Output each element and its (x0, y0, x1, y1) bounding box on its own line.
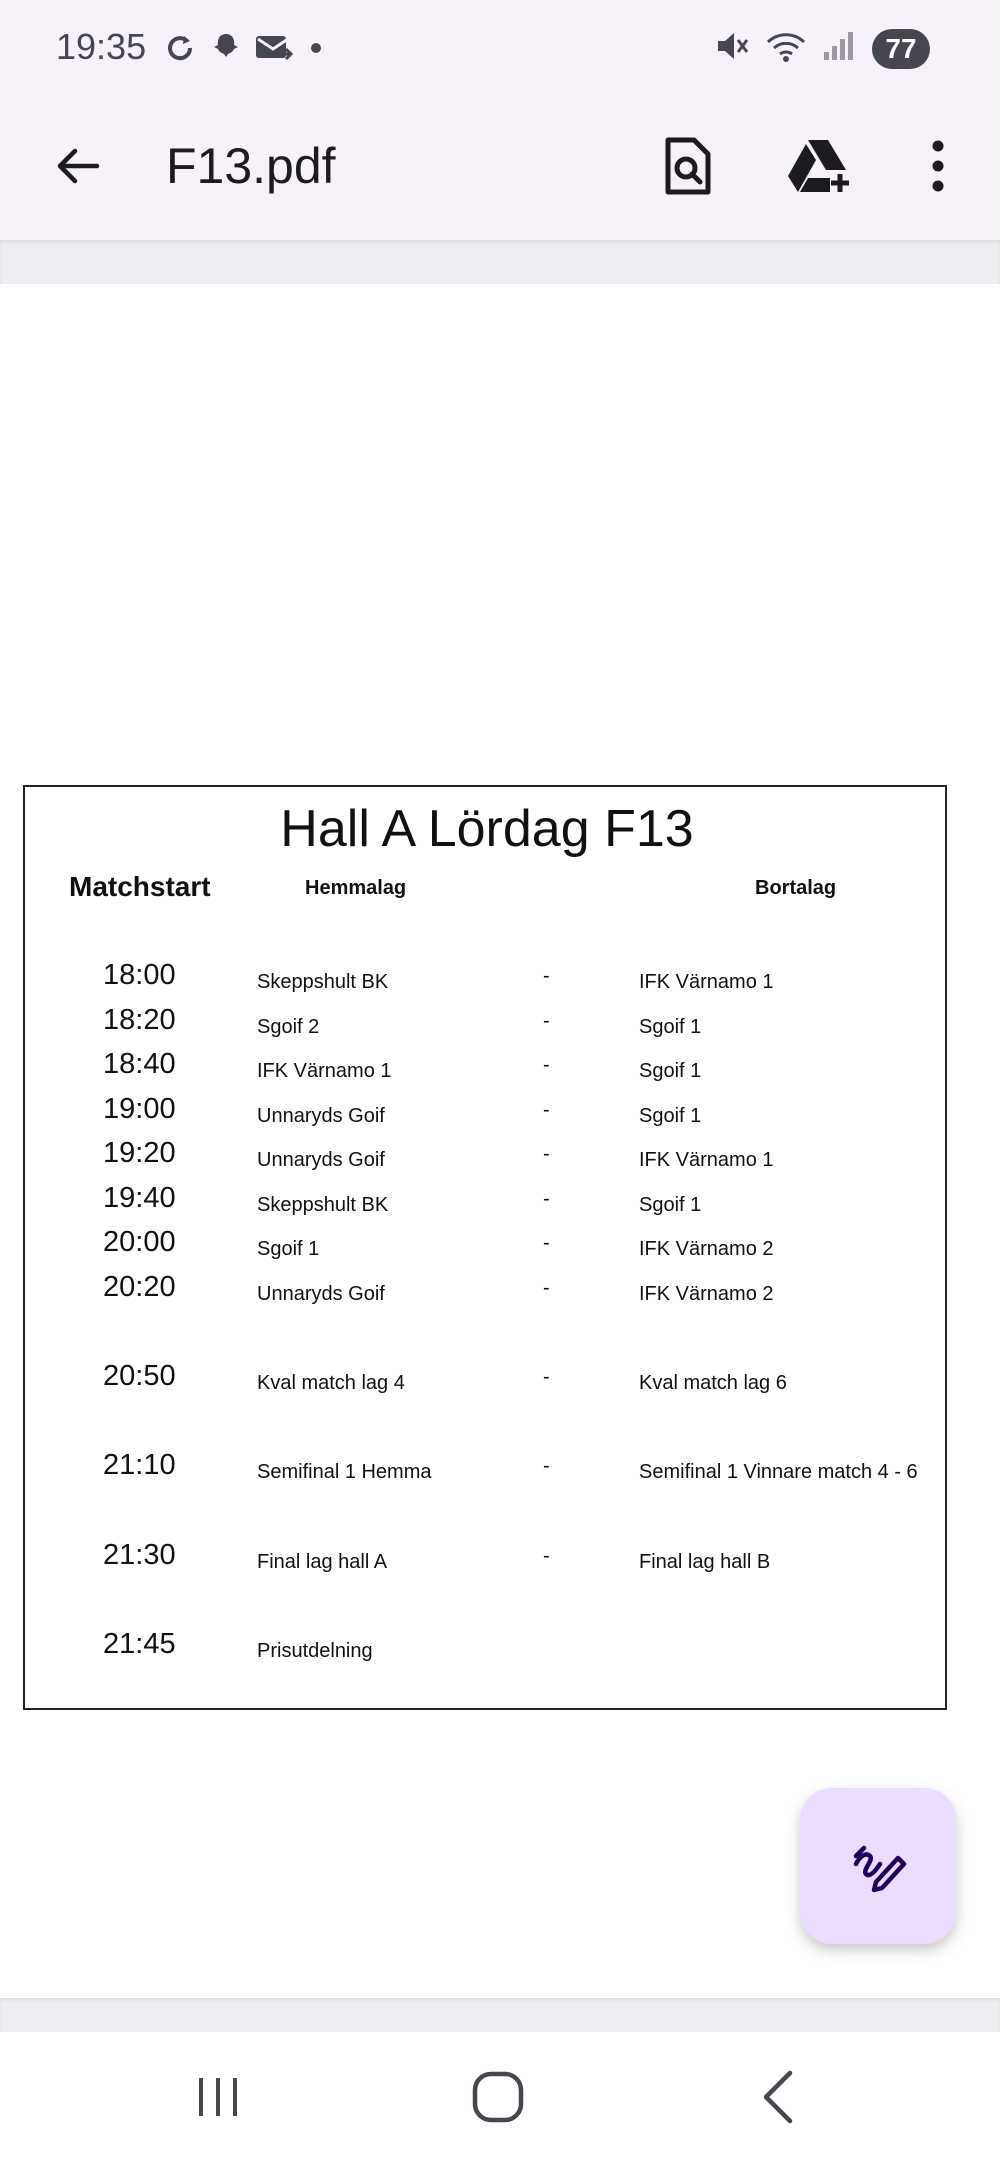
separator: - (543, 1455, 550, 1477)
match-time: 21:10 (103, 1449, 176, 1481)
separator: - (543, 1277, 550, 1299)
back-button[interactable] (46, 134, 110, 198)
viewer-top-margin (0, 240, 1000, 284)
file-title: F13.pdf (166, 138, 336, 194)
match-time: 19:20 (103, 1137, 176, 1169)
match-time: 18:00 (103, 959, 176, 991)
header-bortalag: Bortalag (755, 877, 837, 899)
home-team: Semifinal 1 Hemma (257, 1461, 432, 1483)
away-team: Final lag hall B (639, 1551, 771, 1573)
away-team: Sgoif 1 (639, 1194, 702, 1216)
separator: - (543, 1010, 550, 1032)
system-icons (714, 28, 930, 69)
dot-icon (304, 30, 328, 71)
match-time: 18:40 (103, 1048, 176, 1080)
table-row (25, 1226, 949, 1266)
away-team: Sgoif 1 (639, 1105, 702, 1127)
notification-icons (162, 30, 328, 71)
away-team: IFK Värnamo 2 (639, 1283, 774, 1305)
table-row (25, 1004, 949, 1044)
match-time: 19:00 (103, 1093, 176, 1125)
find-in-document-button[interactable] (650, 128, 726, 204)
viewer-bottom-margin (0, 1998, 1000, 2032)
table-row (25, 959, 949, 999)
home-team: Final lag hall A (257, 1551, 388, 1573)
battery-indicator: 77 (872, 29, 930, 69)
home-team: Sgoif 2 (257, 1016, 320, 1038)
edit-annotate-icon (846, 1834, 910, 1898)
status-bar (0, 0, 1000, 100)
away-team: Kval match lag 6 (639, 1372, 787, 1394)
status-time: 19:35 (56, 26, 147, 67)
recent-apps-icon (193, 2072, 243, 2122)
home-team: Unnaryds Goif (257, 1149, 385, 1171)
table-row (25, 1093, 949, 1133)
drive-add-icon (786, 136, 854, 196)
match-time: 21:30 (103, 1539, 176, 1571)
separator: - (543, 1054, 550, 1076)
add-to-drive-button[interactable] (782, 128, 858, 204)
navigation-bar (0, 2032, 1000, 2166)
search-document-icon (660, 136, 716, 196)
home-team: Prisutdelning (257, 1640, 373, 1662)
away-team: IFK Värnamo 2 (639, 1238, 774, 1260)
away-team: IFK Värnamo 1 (639, 971, 774, 993)
mail-forward-icon (254, 30, 294, 71)
match-time: 18:20 (103, 1004, 176, 1036)
away-team: IFK Värnamo 1 (639, 1149, 774, 1171)
separator: - (543, 1366, 550, 1388)
match-time: 21:45 (103, 1628, 176, 1660)
signal-icon (822, 28, 856, 69)
wifi-icon (766, 28, 806, 69)
separator: - (543, 1188, 550, 1210)
header-hemmalag: Hemmalag (305, 877, 407, 899)
away-team: Semifinal 1 Vinnare match 4 - 6 (639, 1461, 918, 1483)
snapchat-icon (208, 30, 244, 71)
separator: - (543, 1545, 550, 1567)
header-matchstart: Matchstart (69, 871, 211, 902)
table-row (25, 1539, 949, 1579)
home-team: Unnaryds Goif (257, 1105, 385, 1127)
home-team: Skeppshult BK (257, 1194, 389, 1216)
more-vert-icon (928, 138, 948, 194)
sync-icon (162, 30, 198, 71)
table-row (25, 1628, 949, 1668)
more-options-button[interactable] (900, 128, 976, 204)
away-team: Sgoif 1 (639, 1060, 702, 1082)
table-row (25, 1449, 949, 1489)
home-team: IFK Värnamo 1 (257, 1060, 392, 1082)
mute-icon (714, 28, 750, 69)
table-row (25, 1271, 949, 1311)
pdf-page[interactable] (0, 284, 1000, 1998)
schedule-title: Hall A Lördag F13 (280, 800, 694, 858)
table-row (25, 1182, 949, 1222)
home-team: Sgoif 1 (257, 1238, 320, 1260)
separator: - (543, 1099, 550, 1121)
home-team: Skeppshult BK (257, 971, 389, 993)
separator: - (543, 1143, 550, 1165)
home-team: Kval match lag 4 (257, 1372, 405, 1394)
system-back-button[interactable] (738, 2062, 818, 2132)
home-button[interactable] (458, 2062, 538, 2132)
schedule-table (23, 785, 947, 1710)
back-icon (756, 2069, 800, 2125)
separator: - (543, 1232, 550, 1254)
match-time: 19:40 (103, 1182, 176, 1214)
table-row (25, 1048, 949, 1088)
annotate-button[interactable] (800, 1788, 956, 1944)
match-time: 20:00 (103, 1226, 176, 1258)
home-icon (470, 2069, 526, 2125)
table-row (25, 1360, 949, 1400)
match-time: 20:50 (103, 1360, 176, 1392)
away-team: Sgoif 1 (639, 1016, 702, 1038)
table-row (25, 1137, 949, 1177)
app-bar (0, 100, 1000, 240)
match-time: 20:20 (103, 1271, 176, 1303)
home-team: Unnaryds Goif (257, 1283, 385, 1305)
separator: - (543, 965, 550, 987)
arrow-back-icon (53, 141, 103, 191)
recent-apps-button[interactable] (178, 2062, 258, 2132)
